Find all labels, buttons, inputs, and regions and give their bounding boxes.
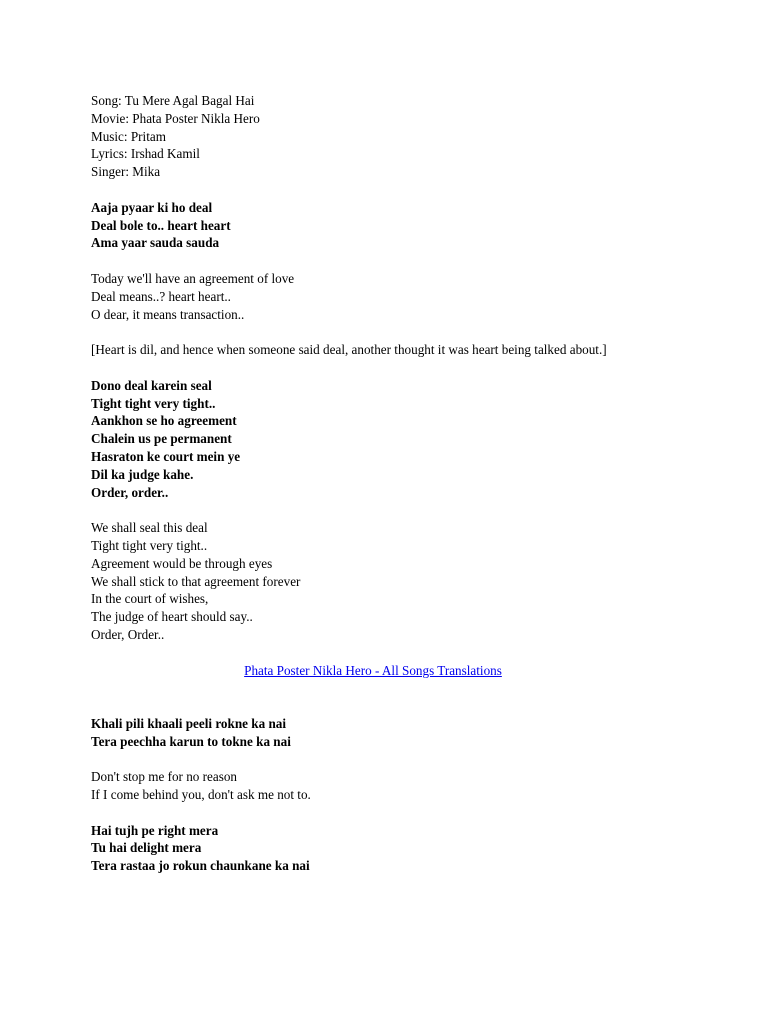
music-credit: Music: Pritam	[91, 129, 166, 145]
translation-line: Today we'll have an agreement of love	[91, 271, 295, 287]
lyric-line: Dil ka judge kahe.	[91, 467, 194, 483]
lyric-line: Tu hai delight mera	[91, 841, 202, 857]
translation-line: Agreement would be through eyes	[91, 556, 273, 572]
all-songs-translations-link[interactable]: Phata Poster Nikla Hero - All Songs Translations	[244, 663, 502, 679]
verse2-translation	[91, 520, 655, 645]
lyric-line: Khali pili khaali peeli rokne ka nai	[91, 716, 287, 732]
lyric-line: Dono deal karein seal	[91, 378, 212, 394]
lyric-line: Hasraton ke court mein ye	[91, 449, 241, 465]
song-meta-block	[91, 93, 655, 182]
translation-line: We shall seal this deal	[91, 521, 208, 537]
all-songs-link-row	[91, 663, 655, 681]
singer-credit: Singer: Mika	[91, 165, 161, 181]
translation-line: O dear, it means transaction..	[91, 307, 245, 323]
translation-line: Deal means..? heart heart..	[91, 289, 231, 305]
lyric-line: Order, order..	[91, 485, 169, 501]
lyric-line: Aankhon se ho agreement	[91, 414, 237, 430]
translation-line: We shall stick to that agreement forever	[91, 574, 301, 590]
translation-line: If I come behind you, don't ask me not to.	[91, 788, 311, 804]
verse1-translation	[91, 271, 655, 324]
note-text: [Heart is dil, and hence when someone said deal, another thought it was heart being talked about.]	[91, 343, 607, 359]
lyric-line: Hai tujh pe right mera	[91, 823, 219, 839]
movie-name: Movie: Phata Poster Nikla Hero	[91, 111, 260, 127]
translation-line: Don't stop me for no reason	[91, 770, 238, 786]
verse1-lyrics	[91, 200, 655, 253]
translation-line: In the court of wishes,	[91, 592, 209, 608]
verse3-lyrics	[91, 716, 655, 752]
song-title: Song: Tu Mere Agal Bagal Hai	[91, 94, 255, 109]
translation-line: Tight tight very tight..	[91, 538, 208, 554]
verse3-translation	[91, 769, 655, 805]
lyric-line: Tight tight very tight..	[91, 396, 216, 412]
verse4-lyrics	[91, 823, 655, 876]
lyric-line: Aaja pyaar ki ho deal	[91, 200, 213, 216]
translation-line: Order, Order..	[91, 627, 165, 643]
lyrics-credit: Lyrics: Irshad Kamil	[91, 147, 200, 163]
lyric-line: Tera peechha karun to tokne ka nai	[91, 734, 291, 750]
lyric-line: Deal bole to.. heart heart	[91, 218, 231, 234]
lyric-line: Ama yaar sauda sauda	[91, 236, 220, 252]
document-page	[91, 93, 655, 894]
verse2-lyrics	[91, 378, 655, 503]
explanation-note	[91, 342, 655, 360]
lyric-line: Chalein us pe permanent	[91, 432, 232, 448]
translation-line: The judge of heart should say..	[91, 610, 253, 626]
lyric-line: Tera rastaa jo rokun chaunkane ka nai	[91, 859, 310, 875]
